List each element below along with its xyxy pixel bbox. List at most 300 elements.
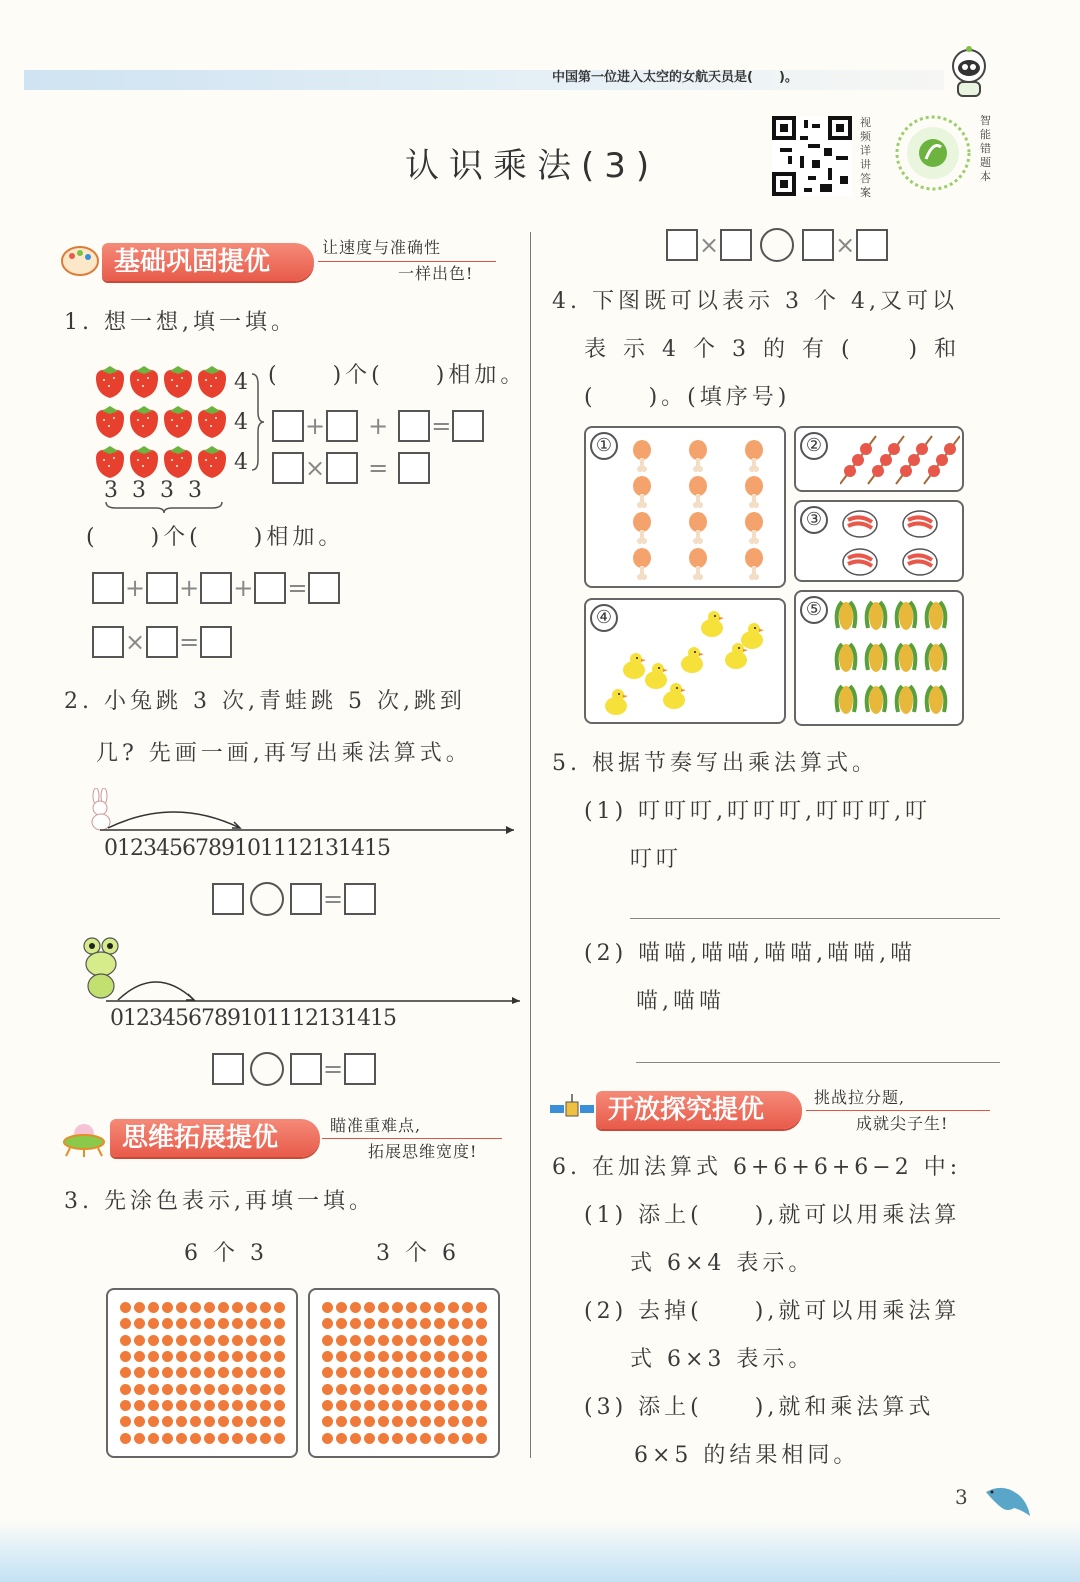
color-dot[interactable] [246, 1318, 257, 1329]
color-dot[interactable] [476, 1351, 487, 1362]
color-dot[interactable] [120, 1351, 131, 1362]
color-dot[interactable] [406, 1335, 417, 1346]
dot-grid-left[interactable] [106, 1288, 298, 1458]
smart-notebook-logo-icon [893, 113, 973, 193]
color-dot[interactable] [462, 1302, 473, 1313]
color-dot[interactable] [392, 1351, 403, 1362]
color-dot[interactable] [274, 1400, 285, 1411]
number-line-tick-label: 11 [266, 1006, 292, 1031]
color-dot[interactable] [218, 1433, 229, 1444]
color-dot[interactable] [448, 1302, 459, 1313]
answer-box[interactable] [802, 229, 834, 261]
q5-p1-line2: 叮叮 [630, 847, 683, 872]
answer-box[interactable] [290, 883, 322, 915]
color-dot[interactable] [392, 1318, 403, 1329]
number-line-tick-label: 13 [318, 1006, 344, 1031]
logo-label: 智能错题本 [980, 114, 991, 183]
color-dot[interactable] [218, 1367, 229, 1378]
color-dot[interactable] [364, 1433, 375, 1444]
picture-panel-3[interactable] [794, 500, 964, 582]
color-dot[interactable] [364, 1367, 375, 1378]
color-dot[interactable] [232, 1416, 243, 1427]
color-dot[interactable] [336, 1367, 347, 1378]
color-dot[interactable] [176, 1351, 187, 1362]
color-dot[interactable] [336, 1335, 347, 1346]
color-dot[interactable] [420, 1433, 431, 1444]
color-dot[interactable] [148, 1367, 159, 1378]
color-dot[interactable] [322, 1433, 333, 1444]
color-dot[interactable] [420, 1400, 431, 1411]
color-dot[interactable] [232, 1318, 243, 1329]
color-dot[interactable] [260, 1384, 271, 1395]
panel-number: ⑤ [800, 596, 828, 624]
picture-panel-4[interactable] [584, 598, 786, 724]
color-dot[interactable] [350, 1318, 361, 1329]
color-dot[interactable] [120, 1318, 131, 1329]
qr-code-icon[interactable] [772, 116, 852, 196]
color-dot[interactable] [134, 1335, 145, 1346]
number-line-tick-label: 8 [214, 1006, 227, 1031]
number-line-tick-label: 2 [136, 1006, 149, 1031]
dot-grid-right[interactable] [308, 1288, 500, 1458]
answer-line[interactable] [630, 918, 1000, 919]
color-dot[interactable] [162, 1400, 173, 1411]
answer-box[interactable] [254, 572, 286, 604]
color-dot[interactable] [260, 1318, 271, 1329]
color-dot[interactable] [218, 1302, 229, 1313]
color-dot[interactable] [350, 1367, 361, 1378]
color-dot[interactable] [120, 1302, 131, 1313]
color-dot[interactable] [162, 1302, 173, 1313]
color-dot[interactable] [204, 1367, 215, 1378]
answer-box[interactable] [146, 626, 178, 658]
row-count-1: 4 [234, 370, 252, 395]
color-dot[interactable] [434, 1384, 445, 1395]
q6-p1a[interactable]: (1) 添上( ),就可以用乘法算 [584, 1203, 961, 1228]
section-slogan-3b: 成就尖子生! [856, 1114, 949, 1133]
color-dot[interactable] [336, 1318, 347, 1329]
color-dot[interactable] [232, 1302, 243, 1313]
color-dot[interactable] [378, 1318, 389, 1329]
row-brace-icon [250, 372, 266, 472]
answer-box[interactable] [212, 883, 244, 915]
answer-box[interactable] [146, 572, 178, 604]
q1-blank-col[interactable]: ( )个( )相加。 [86, 525, 345, 550]
color-dot[interactable] [434, 1367, 445, 1378]
color-dot[interactable] [148, 1400, 159, 1411]
color-dot[interactable] [350, 1416, 361, 1427]
color-dot[interactable] [204, 1351, 215, 1362]
color-dot[interactable] [378, 1335, 389, 1346]
color-dot[interactable] [218, 1416, 229, 1427]
color-dot[interactable] [378, 1384, 389, 1395]
q4-line2[interactable]: 表 示 4 个 3 的 有 ( ) 和 [584, 337, 962, 362]
color-dot[interactable] [162, 1367, 173, 1378]
color-dot[interactable] [406, 1416, 417, 1427]
color-dot[interactable] [148, 1384, 159, 1395]
operator-circle[interactable] [250, 882, 284, 916]
answer-box[interactable] [452, 410, 484, 442]
color-dot[interactable] [322, 1400, 333, 1411]
color-dot[interactable] [392, 1433, 403, 1444]
color-dot[interactable] [134, 1367, 145, 1378]
color-dot[interactable] [232, 1384, 243, 1395]
answer-box[interactable] [344, 1053, 376, 1085]
sausage-plate-icons [840, 506, 962, 580]
color-dot[interactable] [120, 1433, 131, 1444]
color-dot[interactable] [218, 1400, 229, 1411]
color-dot[interactable] [134, 1384, 145, 1395]
color-dot[interactable] [260, 1433, 271, 1444]
color-dot[interactable] [336, 1302, 347, 1313]
color-dot[interactable] [364, 1335, 375, 1346]
color-dot[interactable] [218, 1384, 229, 1395]
color-dot[interactable] [274, 1384, 285, 1395]
color-dot[interactable] [120, 1400, 131, 1411]
dolphin-icon [984, 1482, 1032, 1522]
picture-panel-2[interactable] [794, 426, 964, 492]
color-dot[interactable] [176, 1367, 187, 1378]
color-dot[interactable] [204, 1400, 215, 1411]
col-brace-icon [104, 500, 224, 514]
q2-equation-rabbit: = [212, 882, 376, 916]
skewer-icons [840, 434, 960, 488]
color-dot[interactable] [336, 1416, 347, 1427]
color-dot[interactable] [274, 1302, 285, 1313]
color-dot[interactable] [476, 1335, 487, 1346]
color-dot[interactable] [176, 1433, 187, 1444]
answer-box[interactable] [272, 452, 304, 484]
color-dot[interactable] [204, 1433, 215, 1444]
color-dot[interactable] [162, 1384, 173, 1395]
color-dot[interactable] [204, 1416, 215, 1427]
color-dot[interactable] [476, 1416, 487, 1427]
color-dot[interactable] [462, 1335, 473, 1346]
color-dot[interactable] [246, 1416, 257, 1427]
color-dot[interactable] [350, 1351, 361, 1362]
color-dot[interactable] [162, 1318, 173, 1329]
color-dot[interactable] [246, 1433, 257, 1444]
color-dot[interactable] [134, 1416, 145, 1427]
color-dot[interactable] [148, 1302, 159, 1313]
row-count-3: 4 [234, 450, 252, 475]
color-dot[interactable] [190, 1384, 201, 1395]
q5-text: 5. 根据节奏写出乘法算式。 [552, 751, 878, 776]
color-dot[interactable] [246, 1384, 257, 1395]
color-dot[interactable] [364, 1351, 375, 1362]
color-dot[interactable] [448, 1318, 459, 1329]
color-dot[interactable] [232, 1351, 243, 1362]
number-line-tick-label: 8 [208, 836, 221, 861]
color-dot[interactable] [420, 1335, 431, 1346]
color-dot[interactable] [148, 1351, 159, 1362]
color-dot[interactable] [378, 1302, 389, 1313]
color-dot[interactable] [476, 1367, 487, 1378]
color-dot[interactable] [232, 1400, 243, 1411]
color-dot[interactable] [190, 1367, 201, 1378]
answer-box[interactable] [200, 572, 232, 604]
answer-box[interactable] [326, 452, 358, 484]
answer-box[interactable] [344, 883, 376, 915]
color-dot[interactable] [322, 1367, 333, 1378]
number-line-labels-2 [110, 1006, 396, 1031]
color-dot[interactable] [336, 1400, 347, 1411]
color-dot[interactable] [148, 1318, 159, 1329]
color-dot[interactable] [350, 1433, 361, 1444]
color-dot[interactable] [448, 1416, 459, 1427]
color-dot[interactable] [476, 1400, 487, 1411]
color-dot[interactable] [162, 1416, 173, 1427]
color-dot[interactable] [420, 1384, 431, 1395]
color-dot[interactable] [260, 1416, 271, 1427]
color-dot[interactable] [378, 1433, 389, 1444]
color-dot[interactable] [378, 1351, 389, 1362]
color-dot[interactable] [350, 1335, 361, 1346]
answer-line[interactable] [636, 1062, 1000, 1063]
color-dot[interactable] [462, 1400, 473, 1411]
color-dot[interactable] [162, 1433, 173, 1444]
color-dot[interactable] [448, 1433, 459, 1444]
answer-box[interactable] [326, 410, 358, 442]
color-dot[interactable] [162, 1351, 173, 1362]
picture-panel-1[interactable] [584, 426, 786, 588]
color-dot[interactable] [406, 1400, 417, 1411]
color-dot[interactable] [336, 1384, 347, 1395]
color-dot[interactable] [364, 1416, 375, 1427]
color-dot[interactable] [204, 1318, 215, 1329]
q1-blank-row[interactable]: ( )个( )相加。 [268, 363, 527, 388]
color-dot[interactable] [322, 1384, 333, 1395]
color-dot[interactable] [448, 1367, 459, 1378]
number-line-tick-label: 15 [370, 1006, 396, 1031]
number-line-frog [106, 968, 526, 1004]
color-dot[interactable] [476, 1384, 487, 1395]
color-dot[interactable] [406, 1302, 417, 1313]
corn-icons [832, 596, 962, 724]
color-dot[interactable] [218, 1335, 229, 1346]
q4-line3[interactable]: ( )。(填序号) [584, 385, 791, 410]
number-line-tick-label: 12 [286, 836, 312, 861]
color-dot[interactable] [364, 1384, 375, 1395]
color-dot[interactable] [350, 1302, 361, 1313]
color-dot[interactable] [364, 1400, 375, 1411]
color-dot[interactable] [246, 1351, 257, 1362]
section-banner-open: 开放探究提优 [596, 1091, 802, 1129]
color-dot[interactable] [462, 1367, 473, 1378]
answer-box[interactable] [856, 229, 888, 261]
color-dot[interactable] [434, 1351, 445, 1362]
color-dot[interactable] [350, 1400, 361, 1411]
answer-box[interactable] [308, 572, 340, 604]
footer-wave [0, 1520, 1080, 1582]
color-dot[interactable] [176, 1384, 187, 1395]
operator-circle[interactable] [250, 1052, 284, 1086]
col-count-3: 3 [160, 478, 188, 503]
color-dot[interactable] [190, 1351, 201, 1362]
answer-box[interactable] [92, 572, 124, 604]
color-dot[interactable] [406, 1367, 417, 1378]
color-dot[interactable] [420, 1416, 431, 1427]
color-dot[interactable] [246, 1302, 257, 1313]
color-dot[interactable] [406, 1318, 417, 1329]
color-dot[interactable] [322, 1335, 333, 1346]
color-dot[interactable] [448, 1384, 459, 1395]
color-dot[interactable] [260, 1367, 271, 1378]
color-dot[interactable] [176, 1318, 187, 1329]
color-dot[interactable] [190, 1416, 201, 1427]
color-dot[interactable] [120, 1335, 131, 1346]
color-dot[interactable] [260, 1302, 271, 1313]
q1-add-equation-a: + + = [272, 410, 484, 442]
color-dot[interactable] [322, 1318, 333, 1329]
color-dot[interactable] [274, 1335, 285, 1346]
color-dot[interactable] [322, 1351, 333, 1362]
color-dot[interactable] [392, 1400, 403, 1411]
color-dot[interactable] [274, 1416, 285, 1427]
color-dot[interactable] [336, 1351, 347, 1362]
answer-box[interactable] [398, 452, 430, 484]
color-dot[interactable] [364, 1318, 375, 1329]
color-dot[interactable] [232, 1433, 243, 1444]
color-dot[interactable] [148, 1433, 159, 1444]
answer-box[interactable] [290, 1053, 322, 1085]
column-divider [530, 232, 531, 1458]
answer-box[interactable] [272, 410, 304, 442]
color-dot[interactable] [218, 1351, 229, 1362]
q6-p2a[interactable]: (2) 去掉( ),就可以用乘法算 [584, 1299, 961, 1324]
color-dot[interactable] [134, 1351, 145, 1362]
color-dot[interactable] [232, 1335, 243, 1346]
color-dot[interactable] [134, 1433, 145, 1444]
color-dot[interactable] [260, 1351, 271, 1362]
color-dot[interactable] [274, 1367, 285, 1378]
color-dot[interactable] [462, 1318, 473, 1329]
color-dot[interactable] [274, 1433, 285, 1444]
color-dot[interactable] [260, 1335, 271, 1346]
color-dot[interactable] [448, 1400, 459, 1411]
color-dot[interactable] [476, 1318, 487, 1329]
color-dot[interactable] [232, 1367, 243, 1378]
color-dot[interactable] [148, 1416, 159, 1427]
color-dot[interactable] [462, 1384, 473, 1395]
color-dot[interactable] [434, 1433, 445, 1444]
color-dot[interactable] [406, 1433, 417, 1444]
color-dot[interactable] [204, 1335, 215, 1346]
color-dot[interactable] [378, 1416, 389, 1427]
number-line-tick-label: 2 [130, 836, 143, 861]
color-dot[interactable] [392, 1302, 403, 1313]
color-dot[interactable] [476, 1302, 487, 1313]
color-dot[interactable] [204, 1384, 215, 1395]
color-dot[interactable] [462, 1433, 473, 1444]
color-dot[interactable] [176, 1335, 187, 1346]
color-dot[interactable] [176, 1400, 187, 1411]
color-dot[interactable] [392, 1367, 403, 1378]
color-dot[interactable] [274, 1351, 285, 1362]
palette-icon [60, 244, 100, 278]
color-dot[interactable] [246, 1335, 257, 1346]
color-dot[interactable] [190, 1433, 201, 1444]
operator-circle[interactable] [760, 228, 794, 262]
color-dot[interactable] [120, 1416, 131, 1427]
color-dot[interactable] [378, 1400, 389, 1411]
q1-text: 1. 想一想,填一填。 [64, 310, 297, 335]
color-dot[interactable] [190, 1335, 201, 1346]
color-dot[interactable] [392, 1416, 403, 1427]
color-dot[interactable] [462, 1351, 473, 1362]
color-dot[interactable] [420, 1367, 431, 1378]
answer-box[interactable] [212, 1053, 244, 1085]
color-dot[interactable] [246, 1367, 257, 1378]
color-dot[interactable] [148, 1335, 159, 1346]
color-dot[interactable] [322, 1302, 333, 1313]
answer-box[interactable] [720, 229, 752, 261]
color-dot[interactable] [406, 1384, 417, 1395]
color-dot[interactable] [190, 1302, 201, 1313]
color-dot[interactable] [420, 1302, 431, 1313]
color-dot[interactable] [462, 1416, 473, 1427]
color-dot[interactable] [350, 1384, 361, 1395]
astronaut-mascot-icon [944, 44, 994, 100]
color-dot[interactable] [190, 1400, 201, 1411]
color-dot[interactable] [448, 1335, 459, 1346]
number-line-tick-label: 14 [344, 1006, 370, 1031]
color-dot[interactable] [134, 1400, 145, 1411]
color-dot[interactable] [190, 1318, 201, 1329]
color-dot[interactable] [434, 1318, 445, 1329]
color-dot[interactable] [322, 1416, 333, 1427]
color-dot[interactable] [260, 1400, 271, 1411]
number-line-tick-label: 5 [169, 836, 182, 861]
color-dot[interactable] [476, 1433, 487, 1444]
color-dot[interactable] [406, 1351, 417, 1362]
color-dot[interactable] [378, 1367, 389, 1378]
header-bar [24, 70, 944, 90]
color-dot[interactable] [218, 1318, 229, 1329]
color-dot[interactable] [448, 1351, 459, 1362]
color-dot[interactable] [364, 1302, 375, 1313]
color-dot[interactable] [176, 1302, 187, 1313]
color-dot[interactable] [420, 1318, 431, 1329]
answer-box[interactable] [92, 626, 124, 658]
color-dot[interactable] [392, 1384, 403, 1395]
color-dot[interactable] [274, 1318, 285, 1329]
color-dot[interactable] [420, 1351, 431, 1362]
color-dot[interactable] [434, 1416, 445, 1427]
color-dot[interactable] [246, 1400, 257, 1411]
answer-box[interactable] [666, 229, 698, 261]
color-dot[interactable] [392, 1335, 403, 1346]
number-line-rabbit [100, 802, 520, 834]
color-dot[interactable] [120, 1367, 131, 1378]
picture-panel-5[interactable] [794, 590, 964, 726]
color-dot[interactable] [120, 1384, 131, 1395]
number-line-tick-label: 0 [110, 1006, 123, 1031]
q6-p3a[interactable]: (3) 添上( ),就和乘法算式 [584, 1395, 935, 1420]
color-dot[interactable] [434, 1400, 445, 1411]
color-dot[interactable] [434, 1302, 445, 1313]
color-dot[interactable] [336, 1433, 347, 1444]
answer-box[interactable] [200, 626, 232, 658]
color-dot[interactable] [204, 1302, 215, 1313]
color-dot[interactable] [134, 1302, 145, 1313]
color-dot[interactable] [434, 1335, 445, 1346]
q1-mul-equation-b: × = [92, 626, 232, 658]
answer-box[interactable] [398, 410, 430, 442]
color-dot[interactable] [162, 1335, 173, 1346]
color-dot[interactable] [176, 1416, 187, 1427]
color-dot[interactable] [134, 1318, 145, 1329]
